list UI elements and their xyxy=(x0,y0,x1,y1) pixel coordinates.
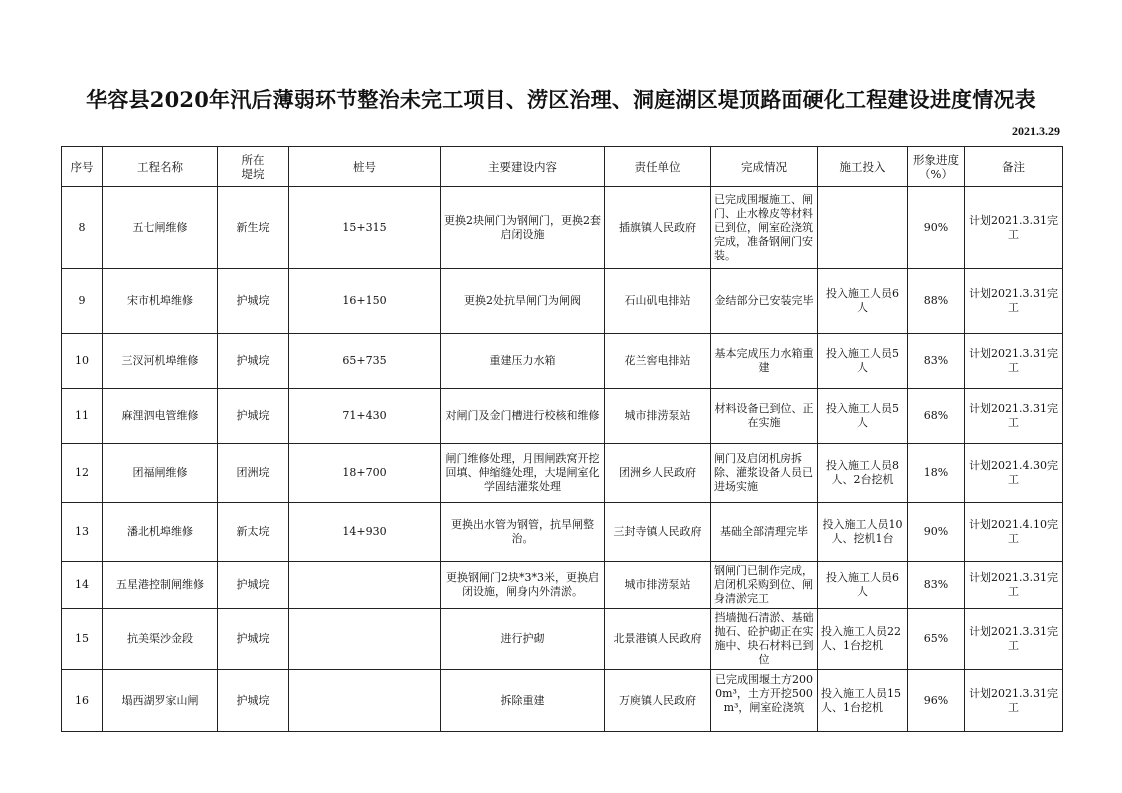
table-header-row xyxy=(62,147,1063,187)
cell-unit: 北景港镇人民政府 xyxy=(605,609,711,670)
cell-unit: 三封寺镇人民政府 xyxy=(605,503,711,562)
cell-status: 闸门及启闭机房拆除、灌浆设备人员已进场实施 xyxy=(711,444,818,503)
cell-remark: 计划2021.3.31完工 xyxy=(965,609,1063,670)
table-row xyxy=(62,444,1063,503)
cell-location: 护城垸 xyxy=(218,269,289,334)
cell-status: 基本完成压力水箱重建 xyxy=(711,334,818,389)
cell-progress: 83% xyxy=(908,334,965,389)
cell-location: 护城垸 xyxy=(218,389,289,444)
cell-seq: 8 xyxy=(62,187,103,269)
cell-status: 挡墙抛石清淤、基础抛石、砼护砌正在实施中、块石材料已到位 xyxy=(711,609,818,670)
cell-content: 更换钢闸门2块*3*3米，更换启闭设施，闸身内外清淤。 xyxy=(441,562,605,609)
cell-input: 投入施工人员6人 xyxy=(818,562,908,609)
cell-stake xyxy=(289,562,441,609)
cell-remark: 计划2021.3.31完工 xyxy=(965,269,1063,334)
header-location: 所在 堤垸 xyxy=(218,147,289,187)
cell-name: 抗美渠沙金段 xyxy=(103,609,218,670)
cell-location: 新生垸 xyxy=(218,187,289,269)
cell-content: 闸门维修处理，月围闸跌窝开挖回填、伸缩缝处理，大堤闸室化学固结灌浆处理 xyxy=(441,444,605,503)
header-content: 主要建设内容 xyxy=(441,147,605,187)
cell-name: 宋市机埠维修 xyxy=(103,269,218,334)
cell-name: 三汊河机埠维修 xyxy=(103,334,218,389)
cell-unit: 花兰窖电排站 xyxy=(605,334,711,389)
header-status: 完成情况 xyxy=(711,147,818,187)
cell-input: 投入施工人员5人 xyxy=(818,334,908,389)
cell-name: 五星港控制闸维修 xyxy=(103,562,218,609)
cell-status-text: 已完成围堰土方2000m³，土方开挖500m³，闸室砼浇筑 xyxy=(715,672,813,714)
cell-input: 投入施工人员6人 xyxy=(818,269,908,334)
cell-seq: 12 xyxy=(62,444,103,503)
cell-content: 更换2处抗旱闸门为闸阀 xyxy=(441,269,605,334)
header-input: 施工投入 xyxy=(818,147,908,187)
header-unit: 责任单位 xyxy=(605,147,711,187)
cell-location: 护城垸 xyxy=(218,334,289,389)
cell-seq: 13 xyxy=(62,503,103,562)
cell-unit: 团洲乡人民政府 xyxy=(605,444,711,503)
cell-stake: 71+430 xyxy=(289,389,441,444)
cell-stake xyxy=(289,609,441,670)
header-seq: 序号 xyxy=(62,147,103,187)
cell-content: 更换2块闸门为钢闸门，更换2套启闭设施 xyxy=(441,187,605,269)
cell-stake: 14+930 xyxy=(289,503,441,562)
cell-status: 已完成围堰施工、闸门、止水橡皮等材料已到位，闸室砼浇筑完成，准备钢闸门安装。 xyxy=(711,187,818,269)
cell-content: 更换出水管为钢管，抗旱闸整治。 xyxy=(441,503,605,562)
cell-unit: 城市排涝泵站 xyxy=(605,562,711,609)
cell-input: 投入施工人员5人 xyxy=(818,389,908,444)
table-row xyxy=(62,670,1063,732)
cell-stake: 15+315 xyxy=(289,187,441,269)
cell-location: 新太垸 xyxy=(218,503,289,562)
cell-name: 团福闸维修 xyxy=(103,444,218,503)
cell-remark: 计划2021.3.31完工 xyxy=(965,187,1063,269)
cell-input: 投入施工人员22人、1台挖机 xyxy=(818,609,908,670)
cell-progress: 18% xyxy=(908,444,965,503)
cell-content: 拆除重建 xyxy=(441,670,605,732)
cell-status: 材料设备已到位、正在实施 xyxy=(711,389,818,444)
table-row xyxy=(62,269,1063,334)
cell-name: 麻浬泗电管维修 xyxy=(103,389,218,444)
table-row xyxy=(62,562,1063,609)
cell-remark: 计划2021.4.10完工 xyxy=(965,503,1063,562)
cell-input xyxy=(818,187,908,269)
cell-name: 潘北机埠维修 xyxy=(103,503,218,562)
cell-stake: 16+150 xyxy=(289,269,441,334)
cell-content: 对闸门及金门槽进行校核和维修 xyxy=(441,389,605,444)
cell-progress: 96% xyxy=(908,670,965,732)
document-title: 华容县2020年汛后薄弱环节整治未完工项目、涝区治理、洞庭湖区堤顶路面硬化工程建设进度情况表 xyxy=(86,87,1036,112)
cell-location: 团洲垸 xyxy=(218,444,289,503)
table-row xyxy=(62,334,1063,389)
table-row xyxy=(62,503,1063,562)
table-row xyxy=(62,609,1063,670)
header-stake: 桩号 xyxy=(289,147,441,187)
cell-status: 金结部分已安装完毕 xyxy=(711,269,818,334)
cell-remark: 计划2021.3.31完工 xyxy=(965,670,1063,732)
cell-status: 基础全部清理完毕 xyxy=(711,503,818,562)
cell-progress: 83% xyxy=(908,562,965,609)
header-progress: 形象进度 （%） xyxy=(908,147,965,187)
progress-table xyxy=(61,146,1063,732)
cell-content: 进行护砌 xyxy=(441,609,605,670)
cell-input: 投入施工人员8人、2台挖机 xyxy=(818,444,908,503)
cell-status xyxy=(711,670,818,732)
cell-unit: 插旗镇人民政府 xyxy=(605,187,711,269)
cell-location: 护城垸 xyxy=(218,670,289,732)
cell-remark: 计划2021.3.31完工 xyxy=(965,334,1063,389)
cell-content: 重建压力水箱 xyxy=(441,334,605,389)
cell-location: 护城垸 xyxy=(218,609,289,670)
cell-input: 投入施工人员15人、1台挖机 xyxy=(818,670,908,732)
cell-progress: 65% xyxy=(908,609,965,670)
cell-seq: 9 xyxy=(62,269,103,334)
cell-status: 钢闸门已制作完成，启闭机采购到位、闸身清淤完工 xyxy=(711,562,818,609)
header-name: 工程名称 xyxy=(103,147,218,187)
cell-unit: 万庾镇人民政府 xyxy=(605,670,711,732)
cell-progress: 90% xyxy=(908,503,965,562)
cell-seq: 15 xyxy=(62,609,103,670)
cell-seq: 11 xyxy=(62,389,103,444)
cell-stake: 18+700 xyxy=(289,444,441,503)
cell-input: 投入施工人员10人、挖机1台 xyxy=(818,503,908,562)
cell-remark: 计划2021.3.31完工 xyxy=(965,389,1063,444)
table-row xyxy=(62,187,1063,269)
cell-seq: 14 xyxy=(62,562,103,609)
cell-seq: 16 xyxy=(62,670,103,732)
cell-unit: 城市排涝泵站 xyxy=(605,389,711,444)
cell-progress: 88% xyxy=(908,269,965,334)
cell-unit: 石山矶电排站 xyxy=(605,269,711,334)
cell-progress: 90% xyxy=(908,187,965,269)
cell-seq: 10 xyxy=(62,334,103,389)
cell-stake xyxy=(289,670,441,732)
cell-remark: 计划2021.4.30完工 xyxy=(965,444,1063,503)
cell-name: 塌西湖罗家山闸 xyxy=(103,670,218,732)
header-remark: 备注 xyxy=(965,147,1063,187)
cell-progress: 68% xyxy=(908,389,965,444)
report-date: 2021.3.29 xyxy=(1012,124,1060,138)
cell-remark: 计划2021.3.31完工 xyxy=(965,562,1063,609)
cell-name: 五七闸维修 xyxy=(103,187,218,269)
table-row xyxy=(62,389,1063,444)
cell-location: 护城垸 xyxy=(218,562,289,609)
cell-stake: 65+735 xyxy=(289,334,441,389)
